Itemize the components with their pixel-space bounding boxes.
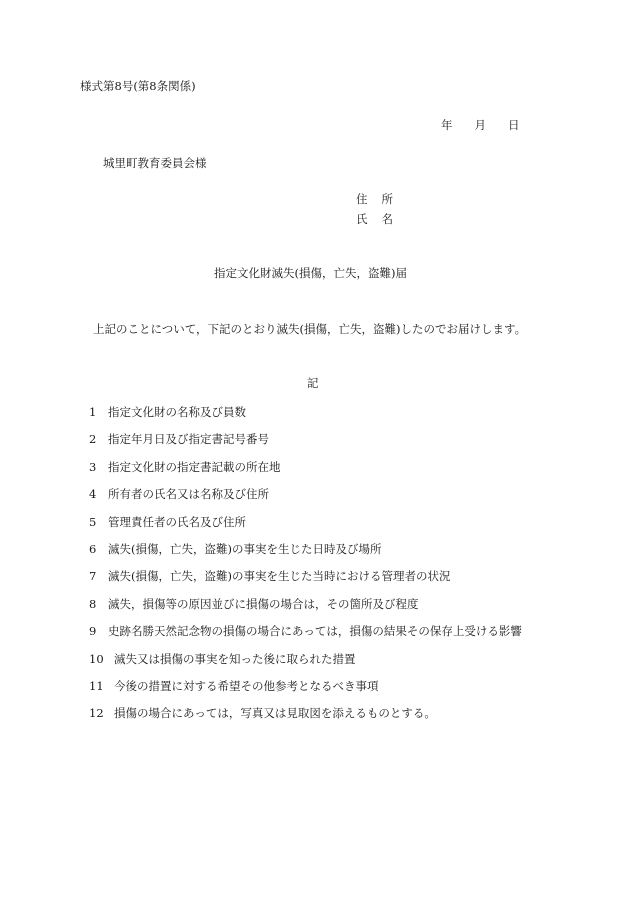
- name-label-char-2: 名: [381, 212, 393, 226]
- document-title: 指定文化財滅失(損傷，亡失，盗難)届: [214, 266, 407, 280]
- item-number: 12: [89, 706, 104, 721]
- item-number: 7: [89, 569, 97, 584]
- list-item: [89, 407, 522, 434]
- address-label-char-1: 住: [356, 192, 368, 206]
- item-number: 2: [89, 432, 97, 447]
- name-label: [356, 214, 393, 234]
- applicant-block: [356, 194, 393, 234]
- item-text: 所有者の氏名又は名称及び住所: [108, 487, 269, 502]
- list-item: [89, 541, 522, 571]
- list-item: [89, 571, 522, 598]
- item-text: 滅失(損傷，亡失，盗難)の事実を生じた日時及び場所: [108, 541, 382, 556]
- form-number: 様式第8号(第8条関係): [80, 79, 196, 93]
- list-item: [89, 678, 522, 708]
- date-month-label: 月: [474, 118, 486, 132]
- address-label-char-2: 所: [381, 192, 393, 206]
- item-text: 滅失又は損傷の事実を知った後に取られた措置: [114, 651, 356, 666]
- intro-text: 上記のことについて，下記のとおり滅失(損傷，亡失，盗難)したのでお届けします。: [93, 322, 527, 336]
- item-number: 4: [89, 487, 97, 502]
- item-text: 今後の措置に対する希望その他参考となるべき事項: [114, 678, 379, 693]
- item-text: 滅失(損傷，亡失，盗難)の事実を生じた当時における管理者の状況: [108, 569, 451, 584]
- item-number: 10: [89, 651, 104, 666]
- list-item: [89, 626, 522, 653]
- item-number: 8: [89, 596, 97, 611]
- item-number: 5: [89, 514, 97, 529]
- item-number: 11: [89, 678, 104, 693]
- name-label-char-1: 氏: [356, 212, 368, 226]
- item-text: 指定文化財の名称及び員数: [108, 405, 246, 419]
- list-item: [89, 596, 522, 626]
- item-text: 指定年月日及び指定書記号番号: [108, 432, 269, 447]
- item-number: 3: [89, 459, 97, 474]
- list-item: [89, 514, 522, 544]
- date-line: [441, 120, 520, 132]
- ki-heading: 記: [307, 376, 319, 390]
- list-item: [89, 651, 522, 681]
- list-item: [89, 489, 522, 516]
- address-label: [356, 194, 393, 214]
- item-list: [89, 407, 522, 736]
- list-item: [89, 434, 522, 461]
- date-day-label: 日: [508, 118, 520, 132]
- item-number: 9: [89, 624, 97, 639]
- addressee: 城里町教育委員会様: [103, 156, 207, 170]
- date-year-label: 年: [441, 118, 453, 132]
- item-text: 史跡名勝天然記念物の損傷の場合にあっては，損傷の結果その保存上受ける影響: [108, 624, 522, 639]
- item-text: 指定文化財の指定書記載の所在地: [108, 459, 281, 474]
- item-text: 損傷の場合にあっては，写真又は見取図を添えるものとする。: [114, 706, 436, 721]
- item-text: 管理責任者の氏名及び住所: [108, 514, 246, 529]
- item-text: 滅失，損傷等の原因並びに損傷の場合は，その箇所及び程度: [108, 596, 419, 611]
- item-number: 6: [89, 541, 97, 556]
- list-item: [89, 459, 522, 489]
- item-number: 1: [89, 405, 97, 419]
- list-item: [89, 708, 522, 735]
